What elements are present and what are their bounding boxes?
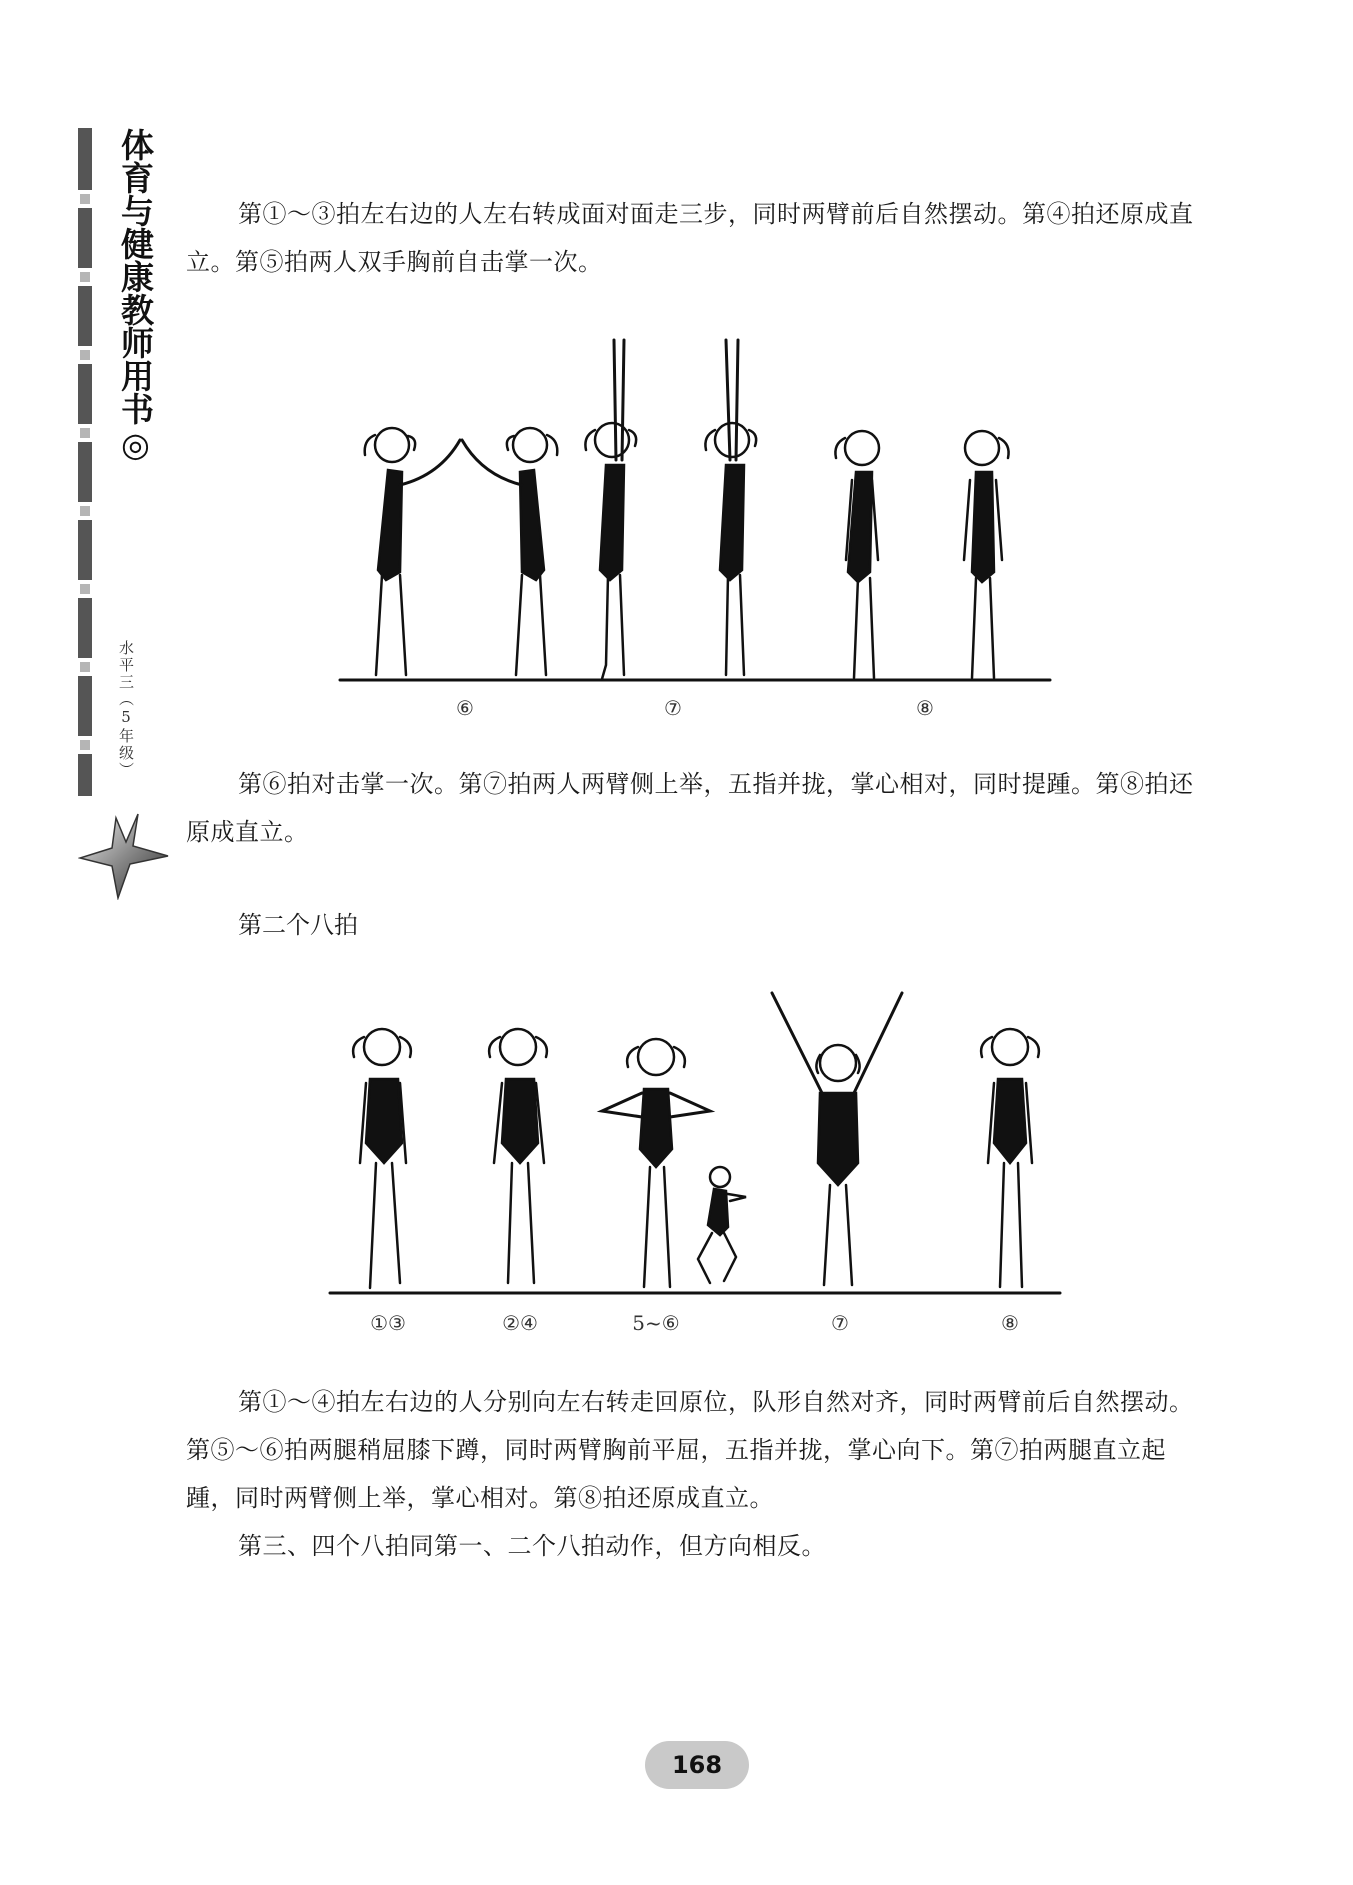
figure-1-label: ⑥ (456, 696, 474, 720)
section-heading: 第二个八拍 (238, 911, 358, 939)
star-icon (78, 812, 170, 900)
figure-2-illustration (320, 975, 1070, 1345)
figure-2-label: ②④ (502, 1311, 538, 1335)
figure-2-label: ⑧ (1001, 1311, 1019, 1335)
paragraph-4: 第三、四个八拍同第一、二个八拍动作，但方向相反。 (238, 1532, 826, 1560)
paragraph-3: 第①～④拍左右边的人分别向左右转走回原位，队形自然对齐，同时两臂前后自然摆动。第⑤～⑥拍两腿稍屈膝下蹲，同时两臂胸前平屈，五指并拢，掌心向下。第⑦拍两腿直立起踵，同时两臂侧上举，掌心相对。第⑧拍还原成直立。 (186, 1388, 1194, 1512)
figure-1-label: ⑦ (664, 696, 682, 720)
book-title: 体育与健康教师用书◎ (116, 128, 155, 464)
paragraph-2: 第⑥拍对击掌一次。第⑦拍两人两臂侧上举，五指并拢，掌心相对，同时提踵。第⑧拍还原成直立。 (186, 770, 1194, 846)
figure-2-label: ⑦ (831, 1311, 849, 1335)
figure-2-label: ①③ (370, 1311, 406, 1335)
figure-1-illustration (330, 330, 1060, 730)
sidebar-decoration (78, 128, 92, 796)
page-number: 168 (645, 1741, 749, 1789)
figure-1-label: ⑧ (916, 696, 934, 720)
paragraph-1: 第①～③拍左右边的人左右转成面对面走三步，同时两臂前后自然摆动。第④拍还原成直立。第⑤拍两人双手胸前自击掌一次。 (186, 200, 1194, 276)
figure-2-label: 5~⑥ (632, 1311, 680, 1335)
grade-level-label: 水平三（5年级） (117, 640, 135, 779)
